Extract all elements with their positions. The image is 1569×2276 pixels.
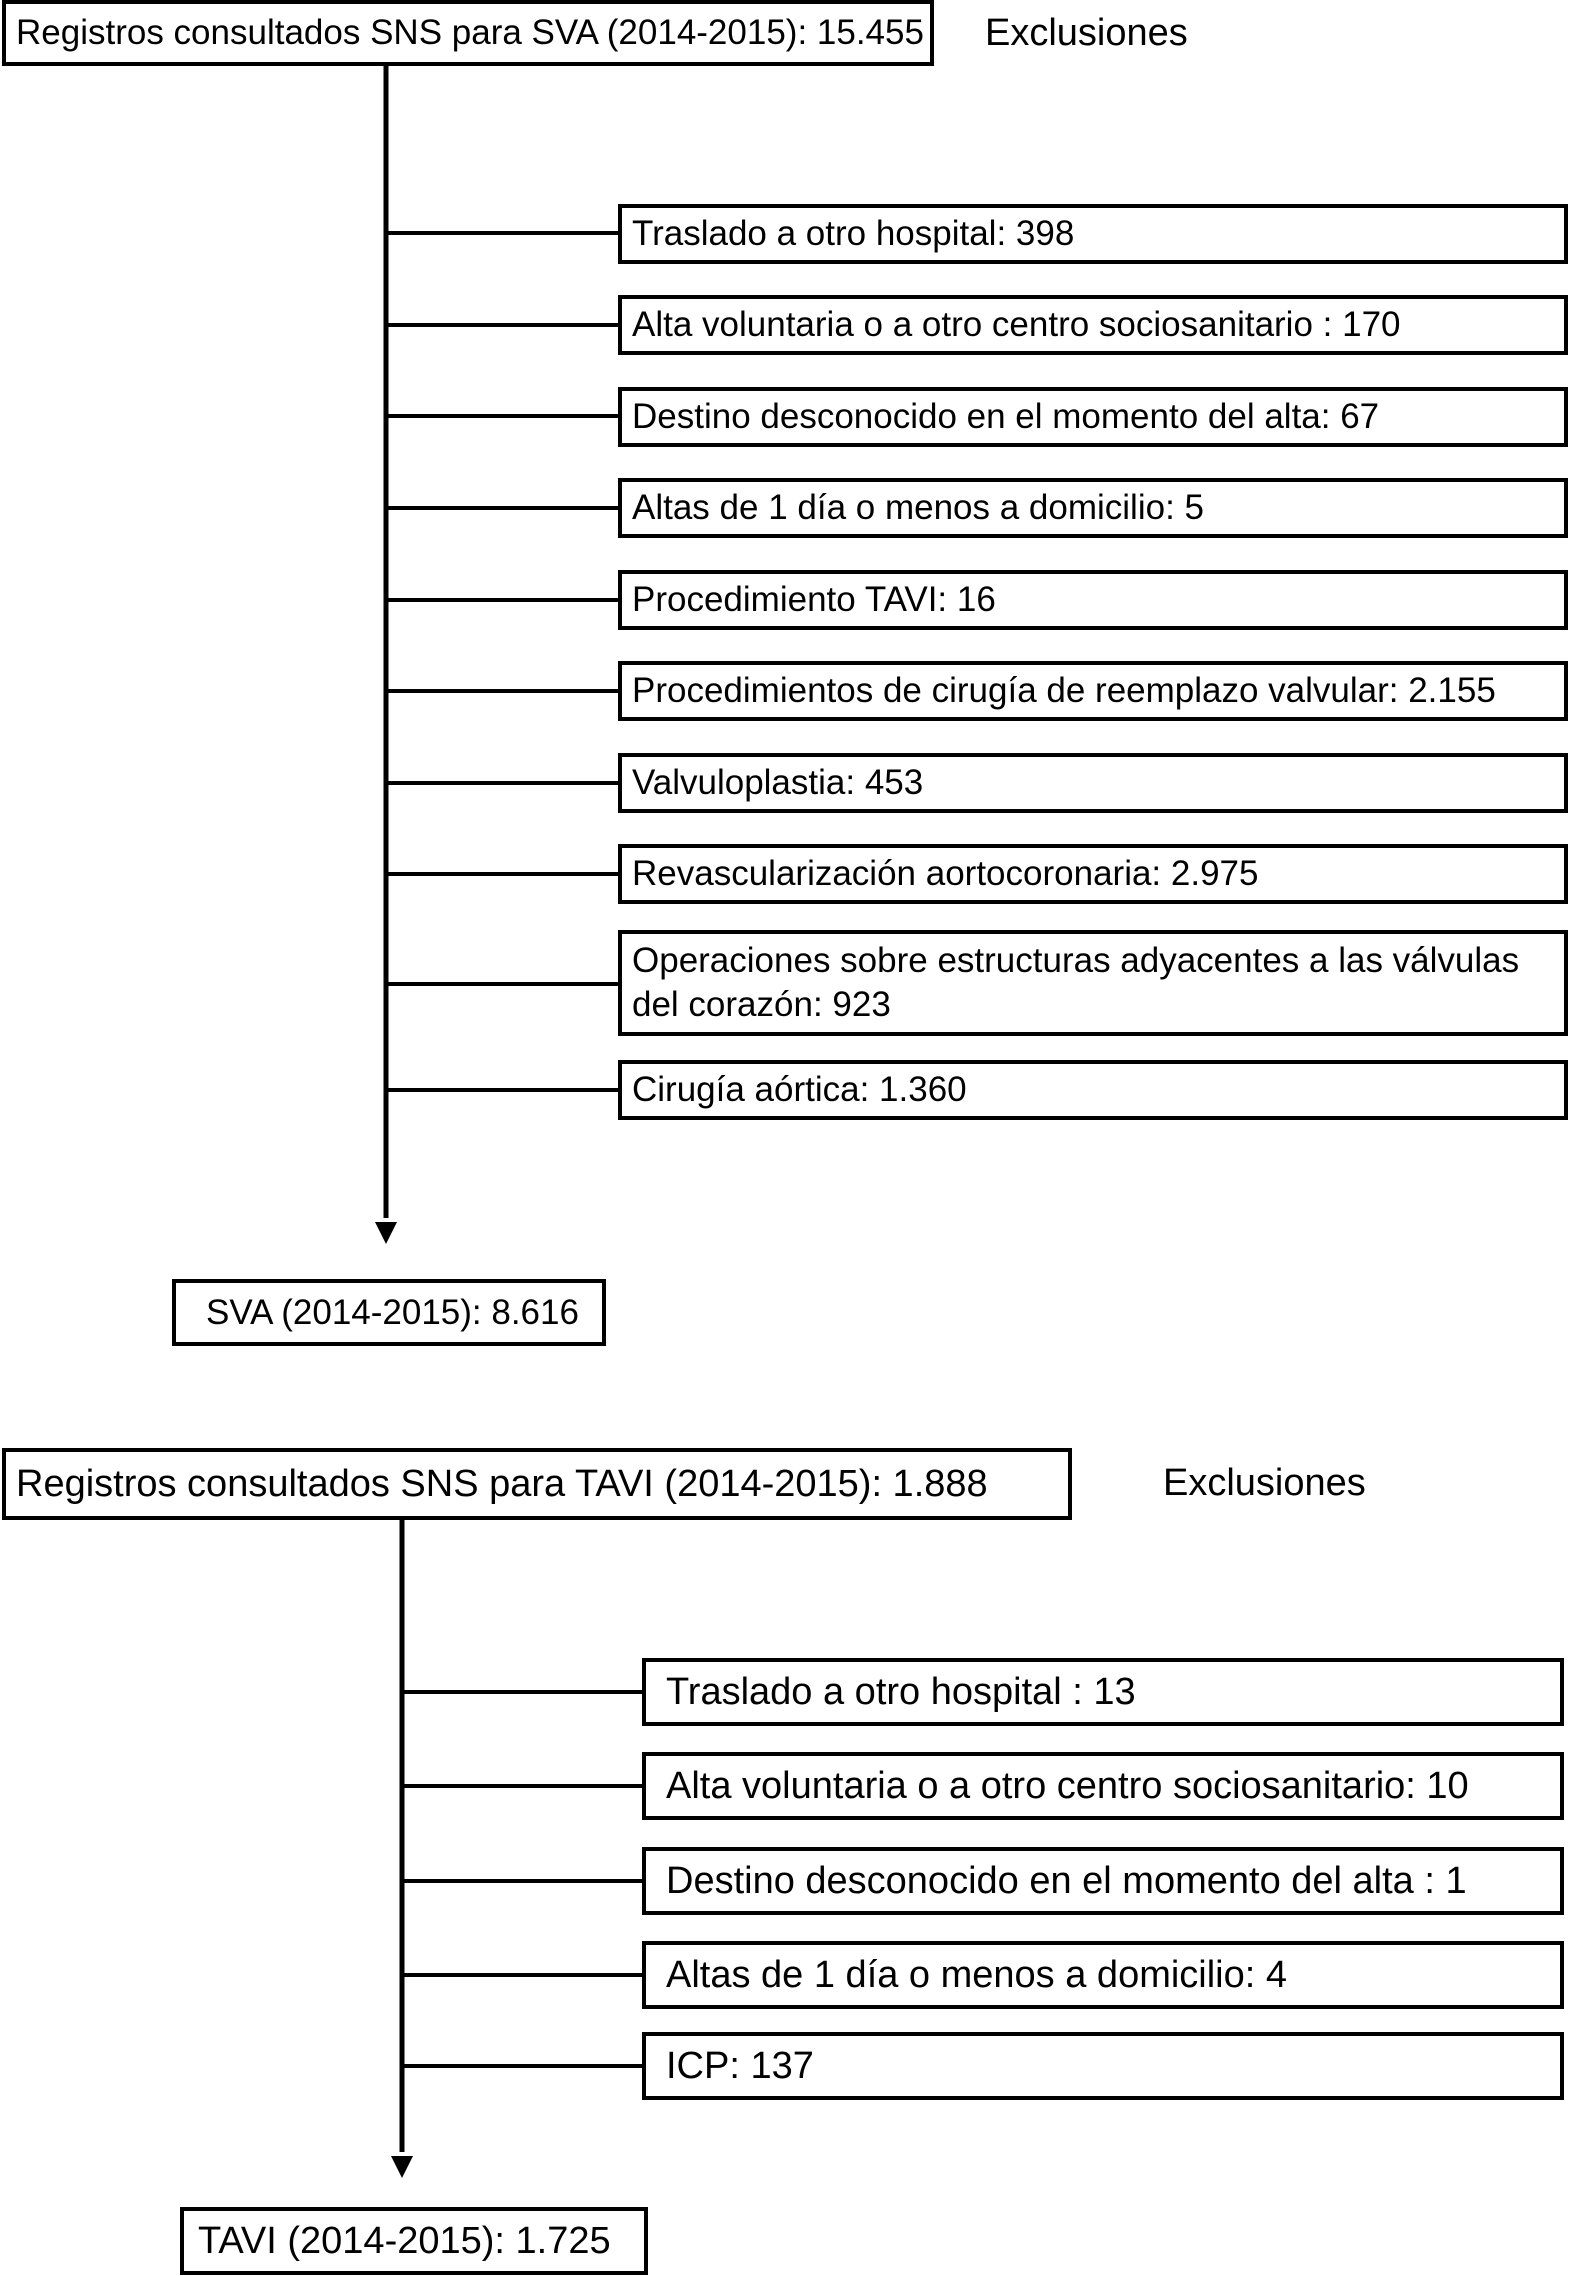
tavi-result-box (180, 2207, 648, 2275)
tavi-exclusion-1 (642, 1658, 1564, 1726)
tavi-exclusion-text: Alta voluntaria o a otro centro sociosanitario: 10 (666, 1764, 1469, 1807)
tavi-exclusion-text: Traslado a otro hospital : 13 (666, 1670, 1136, 1713)
sva-exclusion-9 (618, 930, 1568, 1036)
tavi-exclusions-label: Exclusiones (1163, 1462, 1366, 1504)
sva-exclusion-7 (618, 753, 1568, 813)
tavi-exclusion-text: Destino desconocido en el momento del alta : 1 (666, 1859, 1467, 1902)
sva-exclusion-text: Altas de 1 día o menos a domicilio: 5 (632, 488, 1204, 527)
tavi-exclusion-4 (642, 1941, 1564, 2009)
sva-exclusion-text: Procedimientos de cirugía de reemplazo valvular: 2.155 (632, 671, 1496, 710)
tavi-result-text: TAVI (2014-2015): 1.725 (198, 2219, 611, 2262)
sva-result-box (172, 1279, 606, 1346)
sva-exclusion-3 (618, 387, 1568, 447)
tavi-source-text: Registros consultados SNS para TAVI (2014-2015): 1.888 (16, 1462, 988, 1505)
tavi-exclusion-5 (642, 2032, 1564, 2100)
sva-exclusion-2 (618, 295, 1568, 355)
sva-exclusion-text: Traslado a otro hospital: 398 (632, 214, 1075, 253)
sva-exclusion-10 (618, 1060, 1568, 1120)
tavi-exclusion-3 (642, 1847, 1564, 1915)
sva-exclusion-text: Destino desconocido en el momento del alta: 67 (632, 397, 1380, 436)
tavi-arrowhead (391, 2156, 413, 2178)
sva-arrowhead (375, 1222, 397, 1244)
tavi-exclusion-text: ICP: 137 (666, 2044, 814, 2087)
sva-exclusion-text: Valvuloplastia: 453 (632, 763, 924, 802)
sva-exclusion-4 (618, 478, 1568, 538)
sva-source-box (2, 0, 934, 66)
sva-exclusion-5 (618, 570, 1568, 630)
sva-exclusion-text: Procedimiento TAVI: 16 (632, 580, 996, 619)
tavi-exclusion-text: Altas de 1 día o menos a domicilio: 4 (666, 1953, 1288, 1996)
sva-result-text: SVA (2014-2015): 8.616 (206, 1292, 579, 1332)
sva-exclusion-text: Alta voluntaria o a otro centro sociosanitario : 170 (632, 305, 1401, 344)
tavi-exclusion-2 (642, 1752, 1564, 1820)
sva-exclusion-text: Operaciones sobre estructuras adyacentes a las válvulas del corazón: 923 (632, 941, 1520, 1024)
sva-exclusion-text: Cirugía aórtica: 1.360 (632, 1070, 967, 1109)
sva-exclusions-label: Exclusiones (985, 12, 1188, 54)
sva-exclusion-6 (618, 661, 1568, 721)
sva-source-text: Registros consultados SNS para SVA (2014-2015): 15.455 (16, 13, 924, 52)
sva-exclusion-1 (618, 204, 1568, 264)
sva-exclusion-text: Revascularización aortocoronaria: 2.975 (632, 854, 1259, 893)
sva-exclusion-8 (618, 844, 1568, 904)
tavi-source-box (2, 1448, 1072, 1520)
